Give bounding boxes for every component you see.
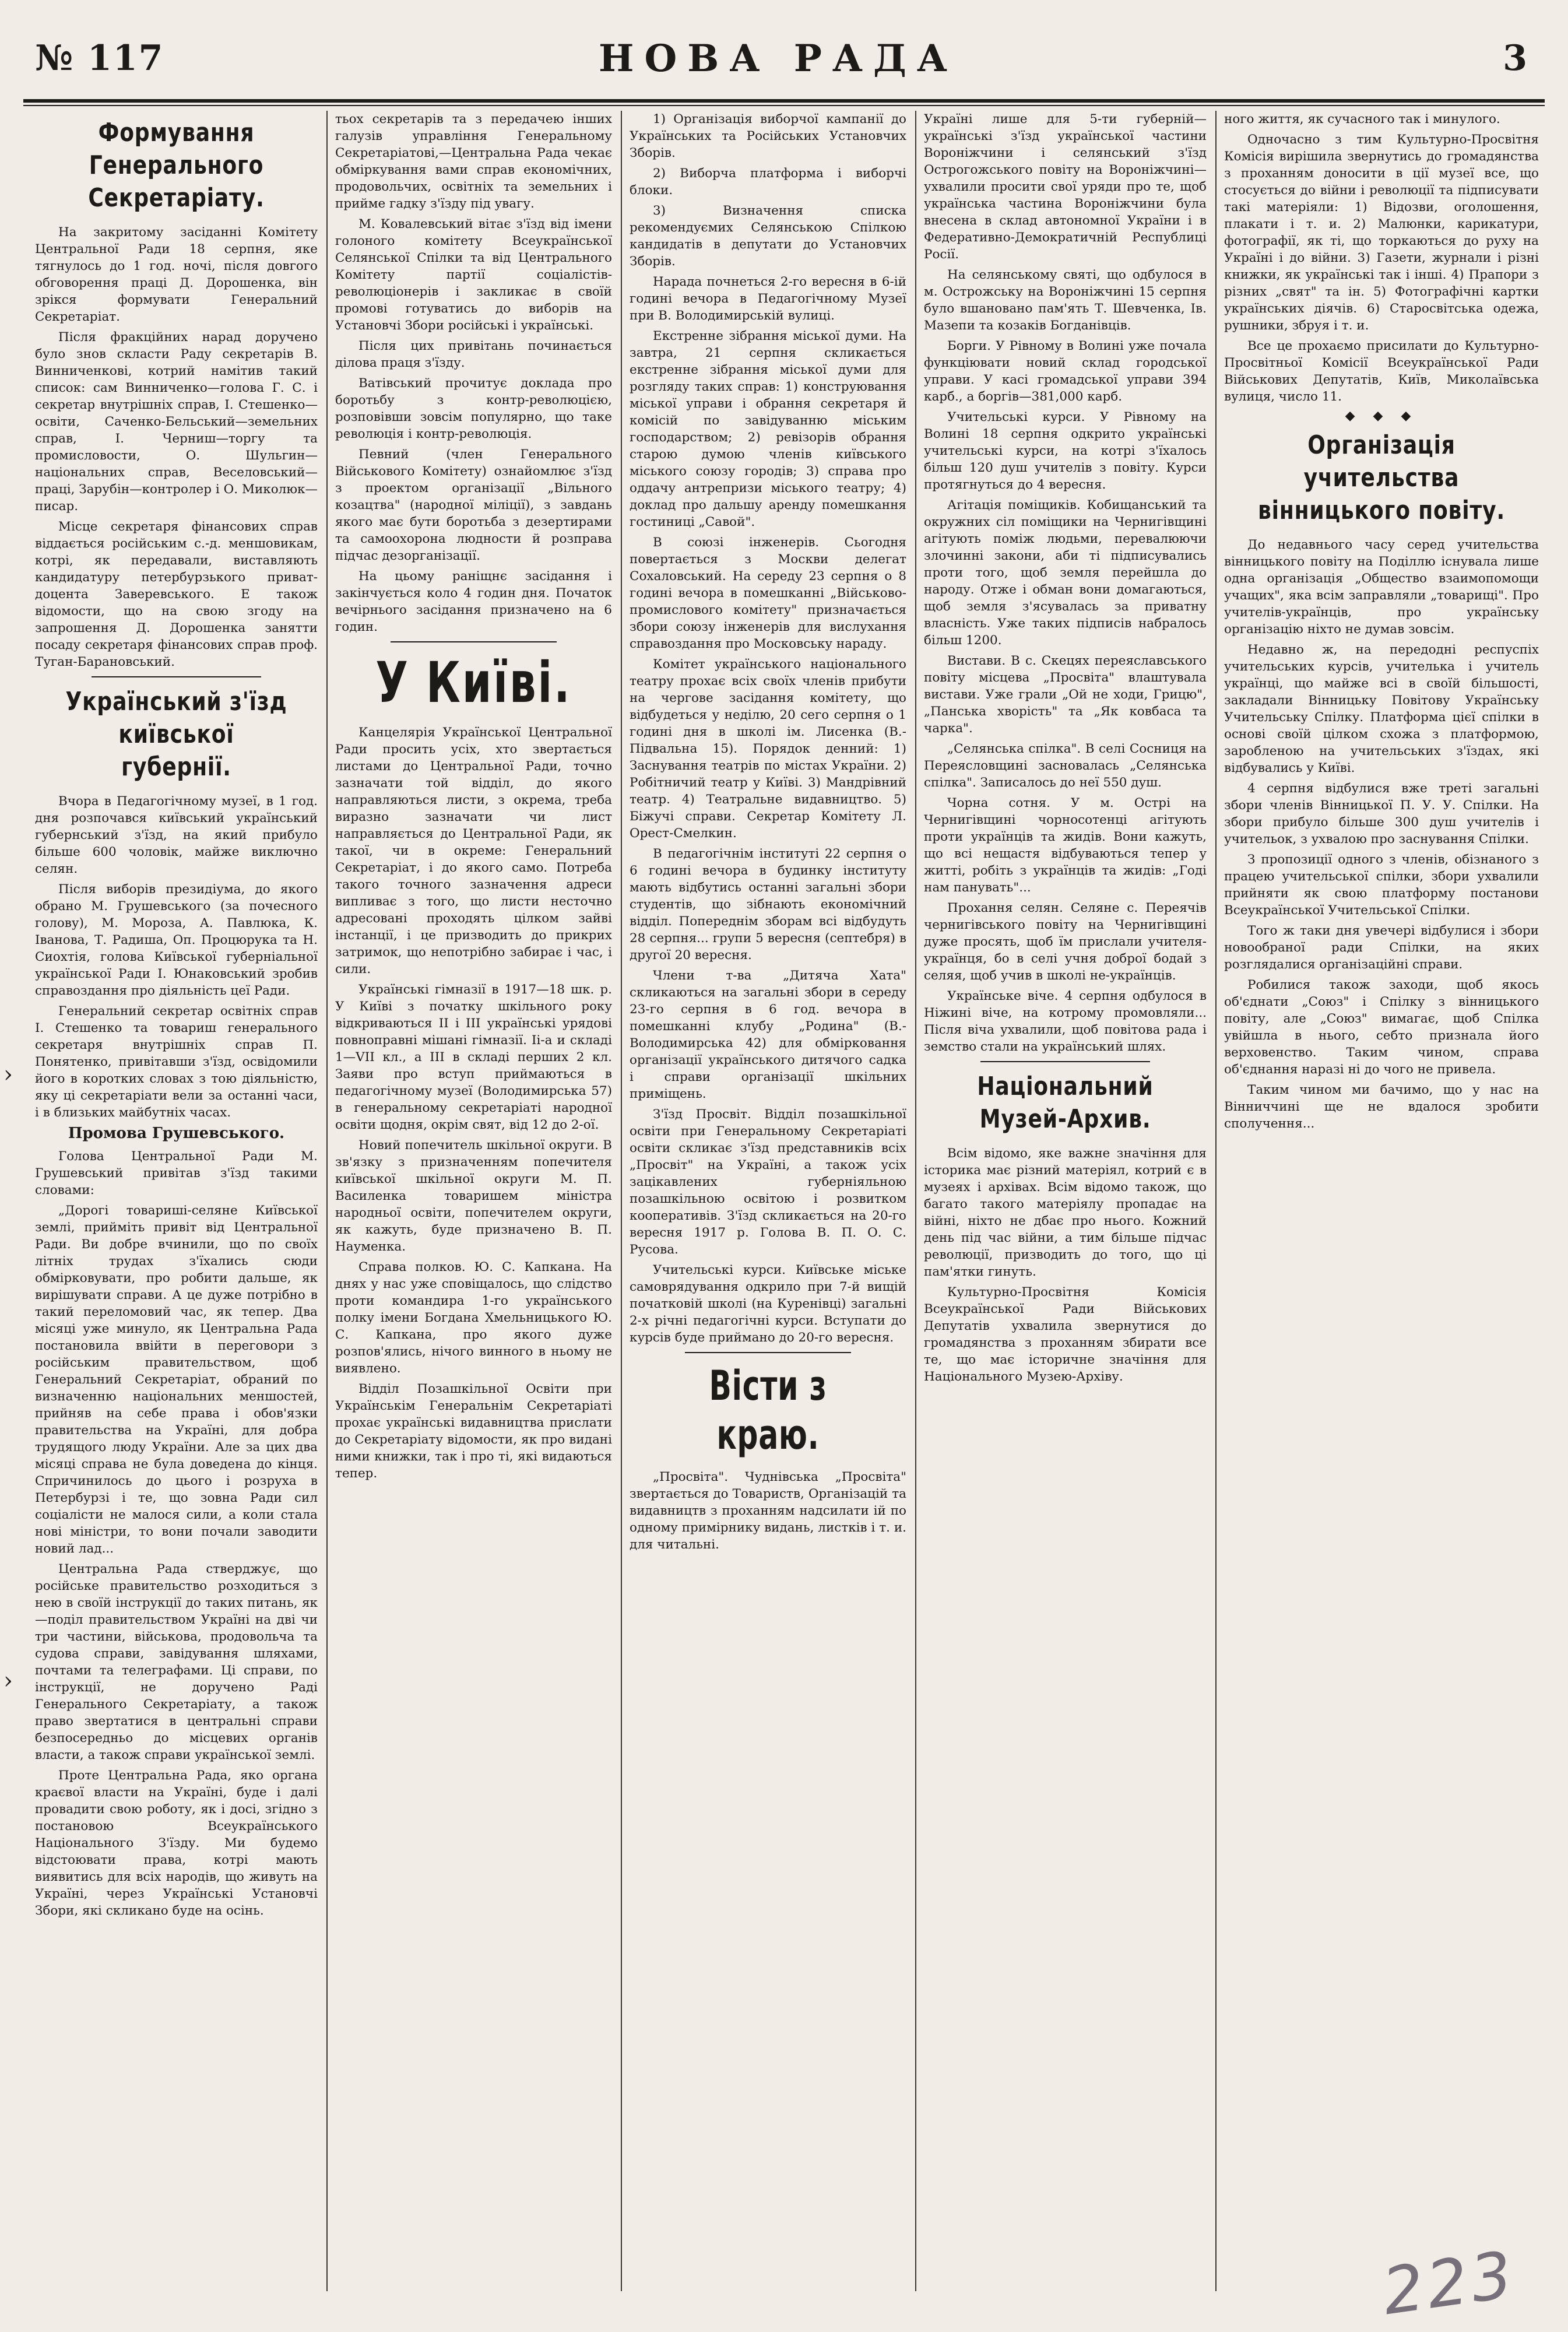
article-paragraph: „Дорогі товариші-селяне Київської землі, прийміть привіт від Центральної Ради. Ви добре вчинили, що по своїх літніх трудах з'їхались сюди обмірковувати, про робити дальше, як вирішувати справи. А це дуже потрібно в такий переломовий час, як тепер. Два місяці уже минуло, як Центральна Рада постановила ввійти в переговори з російським правительством, щоб Генеральний Секретаріат, обраний по визначенню національних меншостей, прийняв на себе права і обов'язки правительства на Україні, для добра трудящого люду України. Але за цих два місяці справа не була доведена до кінця. Спричинилось до цього і розруха в Петербурзі і те, що зовна Ради сил соціалісти не малося сили, а коли стала нові міністри, то вони почали заводити новий лад... bbox=[35, 1203, 318, 1556]
news-item: Відділ Позашкільної Освіти при Українськім Генеральнім Секретаріаті прохає українські видавництва прислати до Секретаріату відомости, як про видані ними книжки, так і про ті, які видаються тепер. bbox=[335, 1382, 612, 1481]
article-paragraph: Певний (член Генерального Військового Комітету) ознайомлює з'їзд з проектом організації „Вільного козацтва" (народної міліції), з завдань якого має бути боротьба з дезертирами та самоохорона людности й розправа підчас дезорганізації. bbox=[335, 447, 612, 563]
page-header bbox=[23, 32, 1533, 96]
news-item: З'їзд Просвіт. Відділ позашкільної освіти при Генеральному Секретаріаті освіти скликає з'їзд представників всіх „Просвіт" на Україні, а також усіх зацікавлених губерніяльною позашкільною освітою і розвитком кооперативів. З'їзд скликається на 20-го вересня 1917 р. Голова В. П. О. С. Русова. bbox=[630, 1107, 906, 1257]
news-item: В союзі інженерів. Сьогодня повертається з Москви делегат Сохаловський. На середу 23 серпня о 8 годині вечора в помешканні „Військово-промислового комітету" призначається збори союзу інженерів для вислухання справоздання про Московську нараду. bbox=[630, 535, 906, 651]
column-2 bbox=[335, 111, 612, 2303]
news-item: „Просвіта". Чуднівська „Просвіта" звертається до Товариств, Організацій та видавництв з проханням надсилати ій по одному примірнику видань, листків і т. и. для читальні. bbox=[630, 1470, 906, 1552]
edge-mark: › bbox=[3, 1061, 13, 1088]
article-paragraph: Вчора в Педагогічному музеї, в 1 год. дня розпочався київський український губернський з'їзд, на який прибуло більше 600 чоловік, майже виключно селян. bbox=[35, 794, 318, 876]
article-paragraph: Нарада почнеться 2-го вересня в 6-ій годині вечора в Педагогічному Музеї при В. Володимирській вулиці. bbox=[630, 275, 906, 323]
article-paragraph: Після цих привітань починається ділова праця з'їзду. bbox=[335, 339, 612, 370]
article-paragraph: На цьому раніщнє засідання і закінчується коло 4 годин дня. Початок вечірнього засідання призначено на 6 годин. bbox=[335, 569, 612, 634]
headline-national-museum: Національний Музей-Архив. bbox=[977, 1072, 1154, 1134]
news-item: Комітет українського національного театру прохає всіх своїх членів прибути на чергове засідання комітету, що відбудеться у неділю, 20 сего серпня о 1 годині дня в школі ім. Лисенка (В.-Підвальна 15). Порядок денний: 1) Заснування театрів по містах України. 2) Робітничий театр у Київі. 3) Мандрівний театр. 4) Театральне видавництво. 5) Біжучі справи. Секретар Комітету Л. Орест-Смелкин. bbox=[630, 657, 906, 841]
article-paragraph: Всім відомо, яке важне значіння для історика має різний матеріял, котрий є в музеях і архівах. Всім відомо також, що багато такого матеріялу пропадає на війні, ніхто не дбає про нього. Кожний день під час війни, а тим більше підчас революції, призводить до того, що ці пам'ятки гинуть. bbox=[924, 1146, 1207, 1279]
article-paragraph: Робилися також заходи, щоб якось об'єднати „Союз" і Спілку з вінницького повіту, але „Союз" вимагає, щоб Спілка увійшла в нього, себто признала його верховенство. Таким чином, справа об'єднання наразі ні до чого не привела. bbox=[1224, 978, 1539, 1077]
news-item: Чорна сотня. У м. Острі на Чернигівщині чорносотенці агітують проти українців та жидів. Вони кажуть, що всі нещастя відбуваються тепер у житті, робіть з українців та жидів: „Годі нам панувать"... bbox=[924, 796, 1207, 895]
article-paragraph: Після фракційних нарад доручено було знов скласти Раду секретарів В. Винниченкові, котрий намітив такий список: сам Винниченко—голова Г. С. і секретар внутрішніх справ, І. Стешенко—освіти, Саченко-Бельський—земельних справ, І. Черниш—торгу та промисловости, О. Шульгин—національних справ, Веселовський—праці, Зарубін—контролер і О. Миколюк—писар. bbox=[35, 330, 318, 514]
news-item: Борги. У Рівному в Волині уже почала функціювати новий склад городської управи. У касі громадської управи 394 карб., а боргів—381,000 карб. bbox=[924, 339, 1207, 404]
news-item: На селянському святі, що одбулося в м. Острожську на Вороніжчині 15 серпня було вшановано пам'ять Т. Шевченка, Ів. Мазепи та козаків Богданівців. bbox=[924, 268, 1207, 333]
archive-handwritten-number: 223 bbox=[1378, 2236, 1520, 2330]
article-paragraph: Генеральний секретар освітніх справ І. Стешенко та товариш генерального секретаря внутрішніх справ П. Понятенко, привітавши з'їзд, освідомили його в коротких словах з тою діяльністю, яку ці секретаріати вели за останні часи, і в близьких майбутніх часах. bbox=[35, 1004, 318, 1120]
section-divider bbox=[92, 676, 261, 677]
headline-in-kyiv: У Київі. bbox=[375, 650, 572, 715]
column-rule bbox=[326, 111, 328, 2291]
article-paragraph: 4 серпня відбулися вже треті загальні збори членів Вінницької П. У. У. Спілки. На збори прибуло більше 300 душ учителів і учительок, з ухвалою про заснування Спілки. bbox=[1224, 781, 1539, 847]
article-paragraph: тьох секретарів та з передачею інших галузів управління Генеральному Секретаріатові,—Центральна Рада чекає обміркування вами справ економічних, продовольчих, освітніх та земельних і прийме гадку з'їзду під увагу. bbox=[335, 112, 612, 211]
article-paragraph: Таким чином ми бачимо, що у нас на Вінниччині ще не вдалося зробити сполучення... bbox=[1224, 1083, 1539, 1131]
news-item: Прохання селян. Селяне с. Переячів чернигівського повіту на Чернигівщині дуже просять, щоб їм прислали учителя-українця, бо в селі учня доброї бодай з селяя, щоб учив в школі не-українців. bbox=[924, 901, 1207, 983]
news-item: В педагогічнім інституті 22 серпня о 6 годині вечора в будинку інституту мають відбутись останні загальні збори студентів, що зібнають економічний відділ. Попереднім зборам всі відбудуть 28 серпня... групи 5 вересня (септебря) в другої 20 вересня. bbox=[630, 847, 906, 963]
headline-teachers-organization: Організація учительства вінницького повіту. bbox=[1257, 430, 1505, 525]
article-paragraph: На закритому засіданні Комітету Центральної Ради 18 серпня, яке тягнулось до 1 год. ночі, після довгого обговорення праці Д. Дорошенка, він зрікся формувати Генеральний Секретаріат. bbox=[35, 225, 318, 324]
column-rule bbox=[621, 111, 622, 2291]
news-item: Новий попечитель шкільної округи. В зв'язку з призначенням попечителя київської шкільної округи М. П. Василенка товаришем міністра народньої освіти, попечителем округи, як кажуть, буде призначено В. П. Науменка. bbox=[335, 1138, 612, 1254]
article-paragraph: Проте Центральна Рада, яко органа краєвої власти на Україні, буде і далі провадити свою роботу, як і досі, згідно з постановою Всеукраїнського Національного З'їзду. Ми будемо відстоювати права, котрі мають виявитись для всіх народів, що живуть на Україні, через Українські Установчі Збори, які скликано буде на осінь. bbox=[35, 1768, 318, 1918]
article-paragraph: Після виборів президіума, до якого обрано М. Грушевського (за почесного голову), М. Мороза, А. Павлюка, К. Іванова, Т. Радиша, Оп. Процюрука та Н. Сиохтія, голова Київської губерніальної української Ради І. Юнаковський зробив справоздання про діяльність цеї Ради. bbox=[35, 882, 318, 998]
column-rule bbox=[915, 111, 916, 2291]
column-1 bbox=[35, 111, 318, 2303]
header-rule bbox=[23, 99, 1545, 103]
news-item: Канцелярія Української Центральної Ради просить усіх, хто звертається листами до Центральної Ради, точно зазначати той відділ, до якого направляються листи, з окрема, треба виразно зазначати чи лист направляється до Центральної Ради, як такої, чи в окреме: Генеральний Секретаріат, і до якого само. Потреба такого точного зазначення адреси випливає з того, що листи несточно адресовані проходять цілком зайві інстанції, і це призводить до прикрих затримок, що непотрібно забирає і час, і сили. bbox=[335, 725, 612, 977]
issue-number: № 117 bbox=[35, 38, 164, 79]
article-paragraph: З пропозиції одного з членів, обізнаного з працею учительської спілки, збори ухвалили прийняти як свою платформу постанови Всеукраїнської Учительської Спілки. bbox=[1224, 852, 1539, 918]
column-4 bbox=[924, 111, 1207, 2303]
article-paragraph: Недавно ж, на передодні респуспіх учительських курсів, учителька і учитель українці, що майже всі в своїй більшості, закладали Вінницьку Повітову Українську Учительську Спілку. Платформа цієї спілки в основі своїй цілком схожа з платформою, заробленою на учительських з'їздах, які відбувались у Київі. bbox=[1224, 642, 1539, 775]
article-paragraph: Місце секретаря фінансових справ віддається російським с.-д. меншовикам, котрі, як передавали, виставляють кандидатуру петербурзького приват-доцента Заверевського. Е також відомости, що на свою згоду на запрошення Д. Дорошенка занятти посаду секретаря фінансових справ проф. Туган-Барановський. bbox=[35, 519, 318, 669]
headline-news-from-region: Вісти з краю. bbox=[709, 1362, 827, 1459]
ornament-divider: ◆ ◆ ◆ bbox=[1345, 409, 1418, 423]
news-item: Екстренне зібрання міської думи. На завтра, 21 серпня скликається екстренне зібрання міської думи для розгляду таких справ: 1) конструювання міської управи і обрання секретаря й комісій по завідуванню міським господарством; 2) ревізорів обрання старою думою членів київського міського союзу городів; 3) справа про оддачу антрепризи міського театру; 4) доклад про дальшу аренду помешкання гостиниці „Савой". bbox=[630, 329, 906, 529]
column-3 bbox=[630, 111, 906, 2303]
news-item: Агітація поміщиків. Кобищанський та окружних сіл поміщики на Чернигівщині агітують поміж людьми, перевалюючи злочинні закони, аби ті підписувались проти того, щоб земля перейшла до народу. Отже і обман вони домагаються, щоб земля з'ясувалась за приватну власність. Уже таких підписів набралось більш 1200. bbox=[924, 498, 1207, 648]
news-item: Члени т-ва „Дитяча Хата" скликаються на загальні збори в середу 23-го серпня в 6 год. вечора в помешканні клубу „Родина" (В.-Володимирська 42) для обмірковання організації українського дитячого садка і справи організації шкільних приміщень. bbox=[630, 968, 906, 1101]
header-rule-thin bbox=[23, 105, 1545, 106]
news-item: Українське віче. 4 серпня одбулося в Ніжині віче, на котрому промовляли... Після віча ухвалили, щоб повітова рада і земство стали на український шлях. bbox=[924, 989, 1207, 1054]
article-paragraph: Того ж таки дня увечері відбулися і збори новообраної ради Спілки, на яких розглядалися організаційні справи. bbox=[1224, 923, 1539, 972]
column-5 bbox=[1224, 111, 1539, 2303]
article-paragraph: До недавнього часу серед учительства вінницького повіту на Поділлю існувала лише одна організація „Общество взаимопомощи учащих", яка всім заправляли „товарищі". Про учителів-українців, про українську організацію ніхто не думав зовсім. bbox=[1224, 538, 1539, 637]
news-item: Справа полков. Ю. С. Капкана. На днях у нас уже сповіщалось, що слідство проти командира 1-го українського полку імени Богдана Хмельницького Ю. С. Капкана, про якого дуже розпов'ялись, нічого винного в ньому не виявлено. bbox=[335, 1260, 612, 1376]
article-paragraph: М. Ковалевський вітає з'їзд від імени голоного комітету Всеукраїнської Селянської Спілки та від Центрального Комітету партії соціалістів-революціонерів і закликає в своїй промові готуватись до виборів на Установчі Збори російські і українські. bbox=[335, 217, 612, 333]
article-paragraph: Голова Центральної Ради М. Грушевський привітав з'їзд такими словами: bbox=[35, 1149, 318, 1197]
column-rule bbox=[1215, 111, 1217, 2291]
news-item: Учительські курси. У Рівному на Волині 18 серпня одкрито українські учительські курси, на котрі з'їхалось більш 120 душ учителів з повіту. Курси протягнуться до 4 вересня. bbox=[924, 410, 1207, 492]
subheading-speech: Промова Грушевського. bbox=[68, 1125, 285, 1142]
news-item: Українські гімназії в 1917—18 шк. р. У Київі з початку шкільного року відкриваються ІІ і ІІІ українські урядові повноправні мішані гімназії. Іі-а и складі 1—VII кл., а ІІІ в складі перших 2 кл. Заяви про вступ приймаються в педагогічному музеї (Володимирська 57) в генеральному секретаріаті народної освіти щодня, окрім свят, від 12 до 2-ої. bbox=[335, 982, 612, 1132]
headline-secretariat: Формування Генерального Секретаріату. bbox=[88, 118, 265, 213]
section-divider bbox=[980, 1061, 1150, 1062]
news-item: Учительські курси. Київське міське самоврядування одкрило при 7-й вищій початковій школі (на Куренівці) загальні 2-х річні педагогічні курси. Вступати до курсів буде приймано до 20-го вересня. bbox=[630, 1263, 906, 1345]
article-paragraph: Культурно-Просвітня Комісія Всеукраїнської Ради Військових Депутатів ухвалила звернутися до громадянства з проханням збирати все те, що має історичне значіння для Національного Музею-Архіву. bbox=[924, 1285, 1207, 1384]
section-divider bbox=[391, 641, 557, 642]
article-paragraph: 2) Виборча платформа і виборчі блоки. bbox=[630, 166, 906, 198]
page-number: 3 bbox=[1503, 38, 1527, 79]
masthead: НОВА РАДА bbox=[599, 37, 958, 80]
article-paragraph: Ватівський прочитує доклада про боротьбу з контр-революцією, розповівши зовсім популярно, що таке революція і контр-революція. bbox=[335, 376, 612, 441]
news-item: Вистави. В с. Скецях переяславського повіту місцева „Просвіта" влаштувала вистави. Уже грали „Ой не ходи, Грицю", „Панська хворість" та „Як ковбаса та чарка". bbox=[924, 654, 1207, 736]
article-paragraph: Все це прохаємо присилати до Культурно-Просвітньої Комісії Всеукраїнської Ради Військових Депутатів, Київ, Миколаївська вулиця, число 11. bbox=[1224, 339, 1539, 404]
article-paragraph: ного життя, як сучасного так і минулого. bbox=[1224, 112, 1500, 127]
headline-kyiv-congress: Український з'їзд київської губернії. bbox=[65, 687, 287, 782]
article-paragraph: Одночасно з тим Культурно-Просвітня Комісія вирішила звернутись до громадянства з проханням доносити в ції музеї все, що стосується до війни і революції та підписувати такі матеріяли: 1) Відозви, оголошення, плакати і т. и. 2) Малюнки, карикатури, фотографії, як ті, що торкаються до руху на Україні і до війни. 3) Газети, журнали і різні книжки, як українські так і інші. 4) Прапори з різних „свят" та ін. 5) Фотографічні картки українських діячів. 6) Старосвітська одежа, рушники, збруя і т. и. bbox=[1224, 132, 1539, 333]
news-item: „Селянська спілка". В селі Сосниця на Переясловщині засновалась „Селянська спілка". Записалось до неї 550 душ. bbox=[924, 742, 1207, 790]
edge-mark: › bbox=[3, 1667, 13, 1694]
article-paragraph: Центральна Рада стверджує, що російське правительство розходиться з нею в своїй інструкції до таких питань, як—поділ правительством Україні на дві чи три частини, військова, продовольча та судова справи, завідування шляхами, почтами та телеграфами. Ці справи, по інструкції, не доручено Раді Генерального Секретаріату, а також право звертатися в центральні справи безпосередньо до місцевих органів власти, а також справи української землі. bbox=[35, 1562, 318, 1762]
section-divider bbox=[685, 1352, 851, 1353]
article-paragraph: 3) Визначення списка рекомендуємих Селянською Спілкою кандидатів в депутати до Установчих Зборів. bbox=[630, 203, 906, 269]
article-paragraph: Україні лише для 5-ти губерній—українські з'їзд української частини Вороніжчини і селянський з'їзд Острогожського повіту на Вороніжчині—ухвалили просити свої уряди про те, щоб українська частина Вороніжчини була внесена в склад автономної України і в Федеративно-Демократичній Республиці Росії. bbox=[924, 112, 1207, 262]
article-paragraph: 1) Організація виборчої кампанії до Українських та Російських Установчих Зборів. bbox=[630, 112, 906, 160]
